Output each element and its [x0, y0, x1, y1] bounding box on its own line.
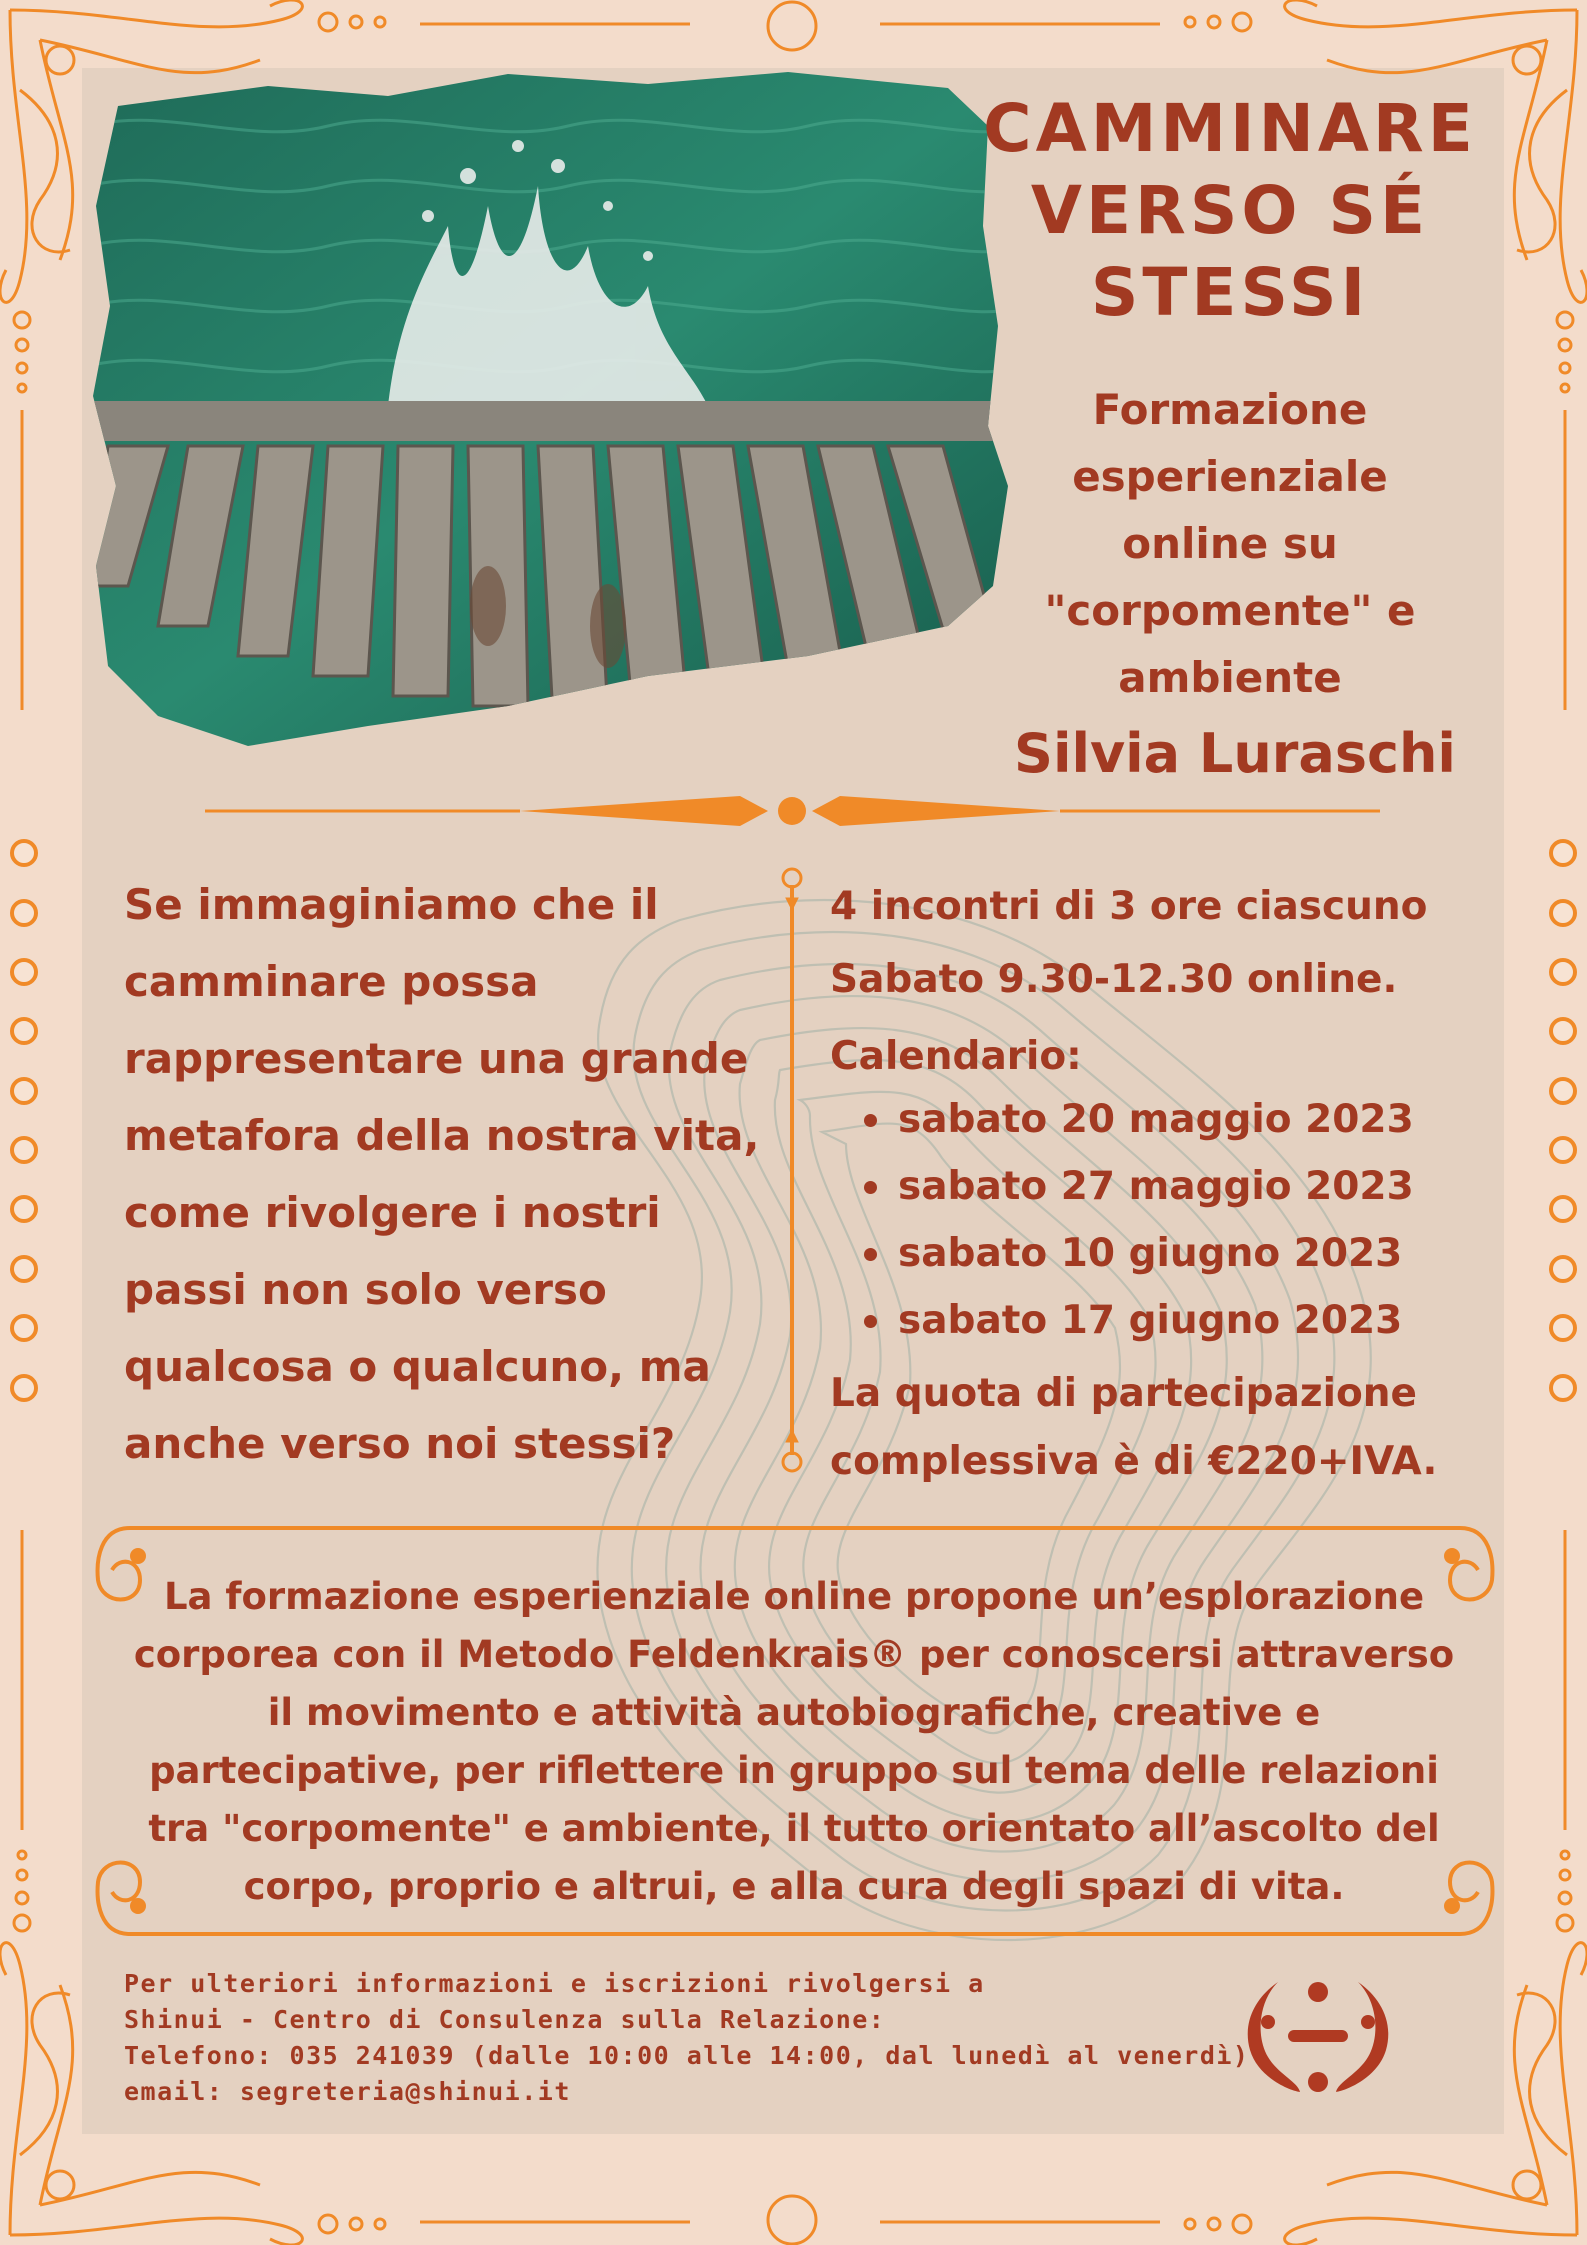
water-splash-photo — [88, 66, 1023, 756]
contact-phone: Telefono: 035 241039 (dalle 10:00 alle 14:00, dal lunedì al venerdì) — [124, 2041, 1250, 2070]
contact-line: Shinui - Centro di Consulenza sulla Relazione: — [124, 2005, 886, 2034]
subtitle: Formazione esperienziale online su "corpomente" e ambiente — [1044, 385, 1416, 702]
date-list — [830, 1086, 1490, 1354]
schedule-info: Sabato 9.30-12.30 online. — [830, 957, 1398, 1002]
intro-question: Se immaginiamo che il camminare possa rappresentare una grande metafora della nostra vita, come rivolgere i nostri passi non solo verso qualcosa o qualcuno, ma anche verso noi stessi? — [124, 880, 760, 1468]
contact-info — [124, 1966, 1274, 2110]
date-text: sabato 17 giugno 2023 — [898, 1298, 1403, 1343]
fee-line: La quota di partecipazione — [830, 1371, 1417, 1416]
date-text: sabato 20 maggio 2023 — [898, 1097, 1414, 1142]
list-item — [898, 1153, 1490, 1220]
divider-ornament — [205, 796, 1380, 826]
contact-line: Per ulteriori informazioni e iscrizioni rivolgersi a — [124, 1969, 985, 1998]
shinui-logo — [1238, 1962, 1398, 2112]
description: La formazione esperienziale online propone un’esplorazione corporea con il Metodo Feldenkrais® per conoscersi attraverso il movimento e attività autobiografiche, creative e partecipative, per riflettere in gruppo sul tema delle relazioni tra "corpomente" e ambiente, il tutto orientato all’ascolto del corpo, proprio e altrui, e alla cura degli spazi di vita. — [133, 1575, 1455, 1908]
list-item — [898, 1287, 1490, 1354]
course-details — [830, 870, 1490, 1496]
page-title: CAMMINARE VERSO SÉ STESSI — [983, 90, 1477, 331]
sessions-info: 4 incontri di 3 ore ciascuno — [830, 884, 1428, 929]
bullet-icon — [864, 1114, 877, 1127]
calendar-label: Calendario: — [830, 1034, 1082, 1079]
fee-line: complessiva è di €220+IVA. — [830, 1439, 1438, 1484]
fee-info — [830, 1360, 1490, 1496]
date-text: sabato 10 giugno 2023 — [898, 1231, 1403, 1276]
date-text: sabato 27 maggio 2023 — [898, 1164, 1414, 1209]
author-name: Silvia Luraschi — [1014, 722, 1456, 785]
list-item — [898, 1220, 1490, 1287]
contact-email: email: segreteria@shinui.it — [124, 2077, 571, 2106]
bullet-icon — [864, 1181, 877, 1194]
list-item — [898, 1086, 1490, 1153]
bullet-icon — [864, 1248, 877, 1261]
bullet-icon — [864, 1315, 877, 1328]
